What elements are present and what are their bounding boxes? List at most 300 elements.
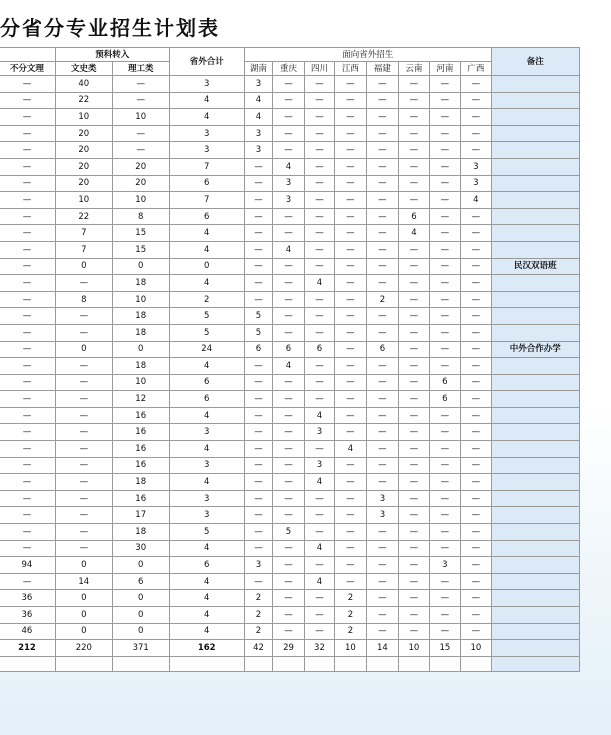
table-cell: —: [461, 540, 491, 557]
header-province: 四川: [304, 62, 334, 76]
table-cell: 3: [169, 142, 244, 159]
table-cell: —: [366, 573, 399, 590]
table-cell: —: [112, 92, 169, 109]
remark-cell: [491, 76, 579, 93]
table-cell: 0: [55, 258, 112, 275]
remark-cell: [491, 291, 579, 308]
table-cell: 4: [399, 225, 429, 242]
table-row: [0, 424, 580, 441]
table-cell: —: [244, 391, 272, 408]
table-cell: 2: [169, 291, 244, 308]
blank-row: [0, 656, 580, 671]
table-cell: —: [112, 76, 169, 93]
table-cell: —: [335, 524, 366, 541]
table-cell: 3: [273, 192, 304, 209]
header-science: 理工类: [112, 62, 169, 76]
table-row: [0, 607, 580, 624]
table-cell: [335, 656, 366, 671]
header-out-of-province-total: 省外合计: [169, 48, 244, 76]
table-cell: —: [399, 192, 429, 209]
table-cell: 4: [169, 441, 244, 458]
table-cell: —: [366, 391, 399, 408]
table-cell: 8: [112, 208, 169, 225]
table-cell: —: [366, 374, 399, 391]
remark-cell: [491, 540, 579, 557]
table-row: [0, 474, 580, 491]
table-cell: —: [335, 109, 366, 126]
table-row: [0, 258, 580, 275]
table-cell: —: [461, 275, 491, 292]
table-cell: —: [461, 109, 491, 126]
table-cell: —: [244, 225, 272, 242]
table-cell: 5: [169, 308, 244, 325]
table-cell: —: [335, 225, 366, 242]
table-cell: —: [273, 208, 304, 225]
table-cell: —: [335, 241, 366, 258]
table-cell: [0, 656, 55, 671]
table-cell: —: [244, 175, 272, 192]
table-cell: —: [273, 92, 304, 109]
table-cell: 0: [112, 623, 169, 640]
header-no-split: 不分文理: [0, 62, 55, 76]
table-cell: —: [429, 308, 460, 325]
remark-cell: [491, 308, 579, 325]
table-cell: —: [335, 573, 366, 590]
table-cell: 22: [55, 92, 112, 109]
header-province: 重庆: [273, 62, 304, 76]
table-cell: —: [429, 125, 460, 142]
table-cell: 7: [55, 225, 112, 242]
table-row: [0, 341, 580, 358]
table-cell: 18: [112, 474, 169, 491]
table-cell: —: [335, 407, 366, 424]
table-cell: 4: [304, 540, 334, 557]
table-cell: 3: [169, 76, 244, 93]
table-cell: —: [273, 258, 304, 275]
table-cell: 5: [244, 324, 272, 341]
table-cell: 4: [461, 192, 491, 209]
table-cell: 4: [169, 225, 244, 242]
table-cell: —: [273, 125, 304, 142]
table-cell: 3: [169, 424, 244, 441]
table-cell: —: [366, 192, 399, 209]
total-cell: 10: [461, 640, 491, 657]
table-cell: 4: [169, 623, 244, 640]
table-row: [0, 623, 580, 640]
table-cell: —: [244, 192, 272, 209]
table-row: [0, 324, 580, 341]
table-cell: —: [304, 557, 334, 574]
table-row: [0, 142, 580, 159]
table-cell: 16: [112, 441, 169, 458]
table-cell: 7: [55, 241, 112, 258]
table-cell: —: [304, 308, 334, 325]
table-cell: —: [399, 457, 429, 474]
table-cell: —: [304, 607, 334, 624]
table-cell: [366, 656, 399, 671]
remark-cell: [491, 225, 579, 242]
table-cell: —: [461, 424, 491, 441]
table-cell: 20: [112, 175, 169, 192]
total-cell: 220: [55, 640, 112, 657]
table-cell: —: [244, 208, 272, 225]
remark-cell: [491, 208, 579, 225]
table-cell: —: [304, 158, 334, 175]
table-cell: —: [304, 507, 334, 524]
table-cell: —: [461, 241, 491, 258]
remark-cell: [491, 324, 579, 341]
table-cell: —: [429, 474, 460, 491]
table-cell: —: [304, 291, 334, 308]
table-cell: 16: [112, 490, 169, 507]
table-cell: —: [304, 208, 334, 225]
table-cell: 4: [273, 158, 304, 175]
table-cell: —: [399, 92, 429, 109]
table-cell: —: [335, 341, 366, 358]
table-cell: —: [461, 441, 491, 458]
table-cell: —: [304, 109, 334, 126]
table-cell: —: [399, 142, 429, 159]
table-cell: —: [399, 623, 429, 640]
table-cell: —: [399, 308, 429, 325]
table-cell: —: [335, 258, 366, 275]
table-cell: —: [335, 308, 366, 325]
table-cell: 0: [112, 557, 169, 574]
table-cell: 18: [112, 324, 169, 341]
table-cell: —: [399, 424, 429, 441]
table-cell: —: [335, 142, 366, 159]
table-cell: —: [0, 358, 55, 375]
table-cell: —: [273, 557, 304, 574]
table-cell: —: [244, 424, 272, 441]
table-cell: —: [461, 125, 491, 142]
remark-cell: [491, 192, 579, 209]
header-province: 福建: [366, 62, 399, 76]
table-cell: 4: [169, 540, 244, 557]
table-cell: —: [461, 374, 491, 391]
table-cell: —: [399, 407, 429, 424]
table-cell: —: [335, 557, 366, 574]
total-cell: 42: [244, 640, 272, 657]
header-out-of-province-enrollment: 面向省外招生: [244, 48, 491, 62]
table-row: [0, 391, 580, 408]
total-cell: 15: [429, 640, 460, 657]
table-cell: —: [366, 540, 399, 557]
table-cell: 6: [169, 208, 244, 225]
remark-cell: [491, 424, 579, 441]
table-cell: —: [461, 76, 491, 93]
table-cell: 4: [244, 92, 272, 109]
remark-cell: [491, 374, 579, 391]
header-arts: 文史类: [55, 62, 112, 76]
table-cell: 6: [304, 341, 334, 358]
table-cell: 22: [55, 208, 112, 225]
table-cell: 6: [273, 341, 304, 358]
table-cell: —: [335, 125, 366, 142]
table-row: [0, 76, 580, 93]
table-cell: —: [273, 374, 304, 391]
table-cell: —: [0, 457, 55, 474]
table-cell: 4: [169, 358, 244, 375]
table-cell: —: [0, 573, 55, 590]
table-row: [0, 125, 580, 142]
table-row: [0, 158, 580, 175]
table-cell: 24: [169, 341, 244, 358]
table-cell: —: [461, 208, 491, 225]
table-cell: —: [366, 241, 399, 258]
table-cell: 5: [169, 524, 244, 541]
total-cell: 14: [366, 640, 399, 657]
table-cell: 10: [55, 192, 112, 209]
remark-cell: [491, 607, 579, 624]
table-cell: 3: [366, 507, 399, 524]
table-cell: 20: [55, 125, 112, 142]
remark-cell: [491, 407, 579, 424]
table-cell: —: [273, 540, 304, 557]
table-cell: 10: [112, 291, 169, 308]
table-cell: —: [461, 142, 491, 159]
table-row: [0, 92, 580, 109]
table-cell: —: [55, 374, 112, 391]
remark-cell: [491, 175, 579, 192]
table-cell: —: [0, 441, 55, 458]
table-cell: —: [304, 258, 334, 275]
table-cell: 4: [304, 407, 334, 424]
table-cell: 4: [169, 241, 244, 258]
table-cell: —: [399, 241, 429, 258]
remark-cell: [491, 524, 579, 541]
remark-cell: [491, 490, 579, 507]
table-cell: —: [429, 109, 460, 126]
table-cell: —: [429, 324, 460, 341]
table-cell: 2: [335, 590, 366, 607]
table-cell: 0: [55, 607, 112, 624]
table-cell: —: [304, 225, 334, 242]
table-cell: —: [55, 490, 112, 507]
table-cell: 4: [169, 407, 244, 424]
table-cell: —: [244, 573, 272, 590]
remark-cell: [491, 125, 579, 142]
table-cell: —: [429, 341, 460, 358]
remark-cell: [491, 557, 579, 574]
table-cell: —: [55, 391, 112, 408]
table-cell: —: [244, 540, 272, 557]
table-cell: —: [55, 524, 112, 541]
table-cell: —: [399, 391, 429, 408]
table-cell: 6: [112, 573, 169, 590]
table-cell: 7: [169, 192, 244, 209]
table-cell: —: [335, 474, 366, 491]
table-cell: 6: [169, 175, 244, 192]
table-cell: —: [335, 158, 366, 175]
table-cell: 0: [55, 557, 112, 574]
table-cell: —: [461, 92, 491, 109]
total-cell: 32: [304, 640, 334, 657]
table-cell: —: [429, 623, 460, 640]
table-cell: —: [244, 407, 272, 424]
table-cell: —: [366, 590, 399, 607]
table-cell: —: [399, 76, 429, 93]
table-cell: —: [55, 407, 112, 424]
table-cell: 6: [244, 341, 272, 358]
table-cell: —: [461, 341, 491, 358]
table-header: [0, 48, 580, 76]
table-cell: 3: [461, 158, 491, 175]
table-cell: —: [273, 407, 304, 424]
table-cell: —: [429, 540, 460, 557]
table-cell: —: [461, 258, 491, 275]
table-cell: 4: [169, 607, 244, 624]
table-cell: —: [244, 474, 272, 491]
table-cell: —: [244, 241, 272, 258]
table-cell: —: [366, 358, 399, 375]
table-cell: —: [55, 358, 112, 375]
table-cell: 40: [55, 76, 112, 93]
table-cell: —: [244, 158, 272, 175]
table-cell: —: [304, 590, 334, 607]
remark-cell: [491, 358, 579, 375]
table-cell: —: [0, 142, 55, 159]
table-row: [0, 457, 580, 474]
total-cell: 29: [273, 640, 304, 657]
table-row: [0, 208, 580, 225]
table-cell: —: [304, 358, 334, 375]
table-cell: [169, 656, 244, 671]
table-cell: 4: [304, 573, 334, 590]
table-cell: 94: [0, 557, 55, 574]
table-cell: —: [399, 275, 429, 292]
table-cell: —: [244, 507, 272, 524]
table-cell: 15: [112, 225, 169, 242]
table-cell: —: [244, 258, 272, 275]
table-cell: 2: [244, 607, 272, 624]
table-cell: —: [429, 424, 460, 441]
table-cell: —: [273, 424, 304, 441]
table-cell: —: [244, 275, 272, 292]
table-cell: —: [366, 208, 399, 225]
table-cell: 4: [169, 92, 244, 109]
table-cell: —: [0, 474, 55, 491]
table-cell: —: [335, 175, 366, 192]
table-cell: [399, 656, 429, 671]
table-cell: —: [0, 208, 55, 225]
table-cell: 4: [304, 474, 334, 491]
table-cell: —: [399, 573, 429, 590]
table-cell: —: [429, 275, 460, 292]
table-cell: —: [429, 76, 460, 93]
table-cell: —: [399, 524, 429, 541]
table-cell: —: [335, 391, 366, 408]
table-row: [0, 308, 580, 325]
remark-cell: [491, 474, 579, 491]
table-cell: —: [0, 225, 55, 242]
table-cell: —: [399, 109, 429, 126]
table-cell: —: [366, 607, 399, 624]
table-cell: 4: [169, 573, 244, 590]
table-cell: [55, 656, 112, 671]
table-cell: —: [366, 557, 399, 574]
table-cell: —: [335, 324, 366, 341]
table-cell: [429, 656, 460, 671]
table-cell: —: [461, 225, 491, 242]
table-cell: —: [273, 225, 304, 242]
table-cell: 36: [0, 607, 55, 624]
table-cell: 3: [273, 175, 304, 192]
table-cell: —: [366, 225, 399, 242]
table-cell: —: [366, 474, 399, 491]
table-cell: 3: [244, 125, 272, 142]
table-cell: —: [366, 308, 399, 325]
table-cell: —: [55, 324, 112, 341]
table-cell: —: [429, 407, 460, 424]
table-cell: —: [304, 142, 334, 159]
table-cell: 4: [169, 590, 244, 607]
total-cell: 371: [112, 640, 169, 657]
remark-cell: [491, 391, 579, 408]
table-cell: 0: [55, 590, 112, 607]
table-cell: —: [461, 573, 491, 590]
table-cell: —: [244, 441, 272, 458]
table-row: [0, 441, 580, 458]
table-cell: —: [366, 142, 399, 159]
table-cell: —: [55, 457, 112, 474]
table-cell: —: [112, 142, 169, 159]
table-cell: 4: [273, 358, 304, 375]
remark-cell: [491, 241, 579, 258]
table-cell: —: [366, 441, 399, 458]
table-cell: —: [273, 324, 304, 341]
table-cell: —: [335, 424, 366, 441]
total-cell: 10: [399, 640, 429, 657]
table-cell: —: [429, 358, 460, 375]
table-cell: —: [366, 275, 399, 292]
table-cell: 14: [55, 573, 112, 590]
table-cell: —: [429, 92, 460, 109]
table-cell: —: [366, 175, 399, 192]
table-cell: [461, 656, 491, 671]
table-cell: —: [461, 457, 491, 474]
table-cell: 20: [55, 142, 112, 159]
table-cell: —: [304, 374, 334, 391]
table-body: [0, 76, 580, 672]
table-cell: 6: [169, 374, 244, 391]
table-cell: [273, 656, 304, 671]
table-cell: 4: [304, 275, 334, 292]
table-cell: 3: [169, 507, 244, 524]
table-cell: 3: [244, 142, 272, 159]
table-cell: 5: [244, 308, 272, 325]
table-cell: —: [244, 374, 272, 391]
table-cell: —: [273, 291, 304, 308]
table-cell: —: [304, 623, 334, 640]
table-cell: —: [304, 391, 334, 408]
table-cell: —: [244, 490, 272, 507]
table-cell: —: [273, 457, 304, 474]
remark-cell: 中外合作办学: [491, 341, 579, 358]
table-cell: 3: [429, 557, 460, 574]
table-cell: —: [335, 275, 366, 292]
table-row: [0, 241, 580, 258]
table-cell: —: [461, 308, 491, 325]
table-cell: 0: [112, 341, 169, 358]
table-cell: 0: [55, 623, 112, 640]
table-cell: 4: [169, 474, 244, 491]
table-row: [0, 407, 580, 424]
header-province: 河南: [429, 62, 460, 76]
table-cell: 2: [335, 607, 366, 624]
table-cell: 7: [169, 158, 244, 175]
table-cell: —: [399, 374, 429, 391]
